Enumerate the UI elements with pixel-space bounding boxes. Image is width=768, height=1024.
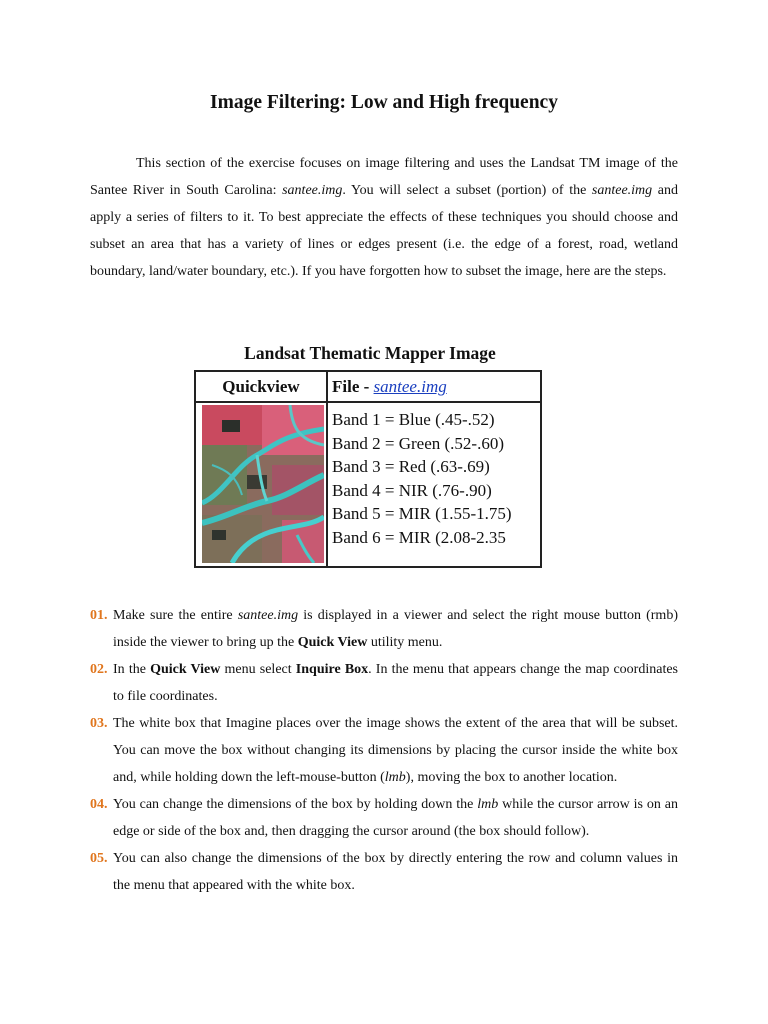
step-number: 03.	[90, 716, 108, 731]
file-header-prefix: File -	[332, 377, 374, 396]
step-text: while the cursor arrow is on an edge or side of the box and, then dragging the cursor around (the box should follow).	[113, 797, 678, 839]
intro-paragraph	[90, 150, 678, 285]
steps-list	[90, 602, 678, 899]
file-header	[328, 372, 540, 403]
step-item	[90, 845, 678, 899]
figure-title: Landsat Thematic Mapper Image	[244, 343, 496, 363]
step-bold: Inquire Box	[295, 662, 369, 677]
step-item	[90, 602, 678, 656]
step-number: 01.	[90, 608, 108, 623]
figure-table	[194, 370, 542, 568]
band-item: Band 4 = NIR (.76-.90)	[332, 480, 492, 500]
step-text: You can also change the dimensions of the box by directly entering the row and column values in the menu that appeared with the white box.	[113, 851, 678, 893]
step-item	[90, 710, 678, 791]
step-emphasis: lmb	[384, 770, 406, 785]
step-text: utility menu.	[367, 635, 443, 650]
step-emphasis: santee.img	[237, 608, 299, 623]
band-item: Band 1 = Blue (.45-.52)	[332, 410, 495, 429]
step-number: 02.	[90, 662, 108, 677]
intro-text-1: This section of the exercise focuses on image filtering and uses the Landsat TM image of the Santee River in South Carolina:	[90, 156, 678, 198]
intro-filename-1: santee.img	[282, 183, 343, 198]
file-header-link[interactable]: santee.img	[373, 377, 447, 396]
band-item: Band 2 = Green (.52-.60)	[332, 433, 504, 453]
step-item	[90, 791, 678, 845]
step-text: In the	[113, 662, 151, 677]
intro-text-3: and apply a series of filters to it. To best appreciate the effects of these techniques you should choose and subset an area that has a variety of lines or edges present (i.e. the edge of a forest, road, wetland boundary, land/water boundary, etc.). If you have forgotten how to subset the image, here are the steps.	[90, 183, 678, 279]
band-item: Band 3 = Red (.63-.69)	[332, 457, 490, 476]
step-number: 04.	[90, 797, 108, 812]
step-text: is displayed in a viewer and select the right mouse button (rmb) inside the viewer to bring up the	[113, 608, 678, 650]
step-text: The white box that Imagine places over the image shows the extent of the area that will be subset. You can move the box without changing its dimensions by placing the cursor inside the white box and, while holding down the left-mouse-button (	[113, 716, 678, 785]
step-text: You can change the dimensions of the box by holding down the	[113, 797, 478, 812]
step-emphasis: lmb	[477, 797, 499, 812]
quickview-header: Quickview	[196, 372, 328, 403]
intro-filename-2: santee.img	[591, 183, 653, 198]
step-bold: Quick View	[150, 662, 221, 677]
step-text: ), moving the box to another location.	[405, 770, 618, 785]
step-item	[90, 656, 678, 710]
page-title: Image Filtering: Low and High frequency	[210, 92, 558, 113]
satellite-quickview-image	[202, 405, 324, 563]
band-item: Band 6 = MIR (2.08-2.35	[332, 527, 506, 547]
band-item: Band 5 = MIR (1.55-1.75)	[332, 504, 512, 523]
step-text: Make sure the entire	[113, 608, 238, 623]
step-bold: Quick View	[297, 635, 368, 650]
band-list	[332, 408, 512, 549]
step-text: menu select	[220, 662, 296, 677]
step-text: . In the menu that appears change the map coordinates to file coordinates.	[113, 662, 679, 704]
intro-text-2: . You will select a subset (portion) of the	[342, 183, 592, 198]
table-divider	[326, 401, 328, 566]
step-number: 05.	[90, 851, 108, 866]
